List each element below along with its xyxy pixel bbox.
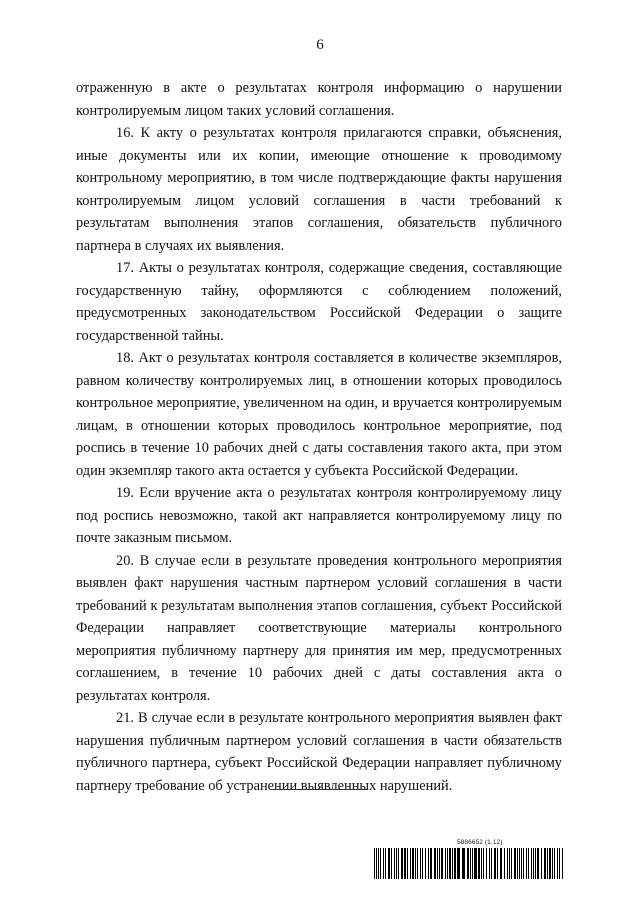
paragraph-18: 18. Акт о результатах контроля составляется в количестве экземпляров, равном количеству контролируемых лиц, в отношении которых проводилось контрольное мероприятие, увеличенном на один, и вручается контролируемым лицам, в отношении которых проводилось контрольное мероприятие, под роспись в течение 10 рабочих дней с даты составления такого акта, при этом один экземпляр такого акта остается у субъекта Российской Федерации. xyxy=(76,350,562,479)
page-number: 6 xyxy=(316,37,324,53)
paragraph-continuation: отраженную в акте о результатах контроля информацию о нарушении контролируемым лицом таких условий соглашения. xyxy=(76,80,562,119)
end-divider-line xyxy=(271,789,367,790)
document-body xyxy=(76,77,562,797)
paragraph-21: 21. В случае если в результате контрольного мероприятия выявлен факт нарушения публичным партнером условий соглашения в части обязательств публичного партнера, субъект Российской Федерации направляет публичному партнеру требование об устранении выявленных нарушений. xyxy=(76,710,562,794)
paragraph-20: 20. В случае если в результате проведения контрольного мероприятия выявлен факт нарушения частным партнером условий соглашения в части требований к результатам выполнения этапов соглашения, субъект Российской Федерации направляет соответствующие материалы контрольного мероприятия публичному партнеру для принятия им мер, предусмотренных соглашением, в течение 10 рабочих дней с даты составления акта о результатах контроля. xyxy=(76,552,562,704)
paragraph-17: 17. Акты о результатах контроля, содержащие сведения, составляющие государственную тайну, оформляются с соблюдением положений, предусмотренных законодательством Российской Федерации о защите государственной тайны. xyxy=(76,260,562,344)
paragraph-16: 16. К акту о результатах контроля прилагаются справки, объяснения, иные документы или их копии, имеющие отношение к проводимому контрольному мероприятию, в том числе подтверждающие факты нарушения контролируемым лицом условий соглашения в части требований к результатам выполнения этапов соглашения, обязательств публичного партнера в случаях их выявления. xyxy=(76,125,562,254)
paragraph-19: 19. Если вручение акта о результатах контроля контролируемому лицу под роспись невозможно, такой акт направляется контролируемому лицу по почте заказным письмом. xyxy=(76,485,562,546)
document-code: 5886652 (1.12) xyxy=(457,839,503,846)
barcode-icon xyxy=(374,848,564,879)
